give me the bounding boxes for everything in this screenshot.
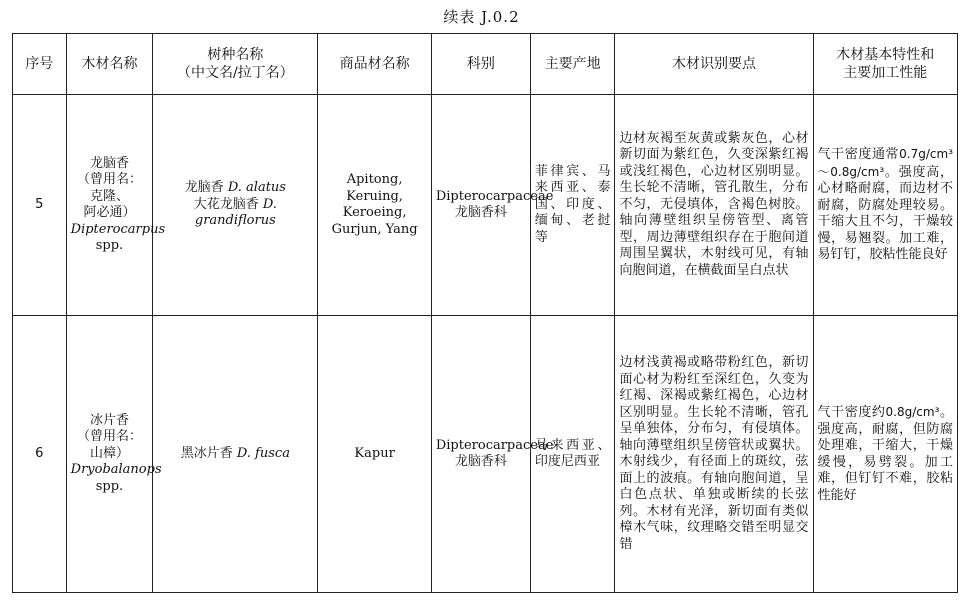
species-entry [157,197,313,230]
properties-text: 。强度高，心材略耐腐，而边材不耐腐，防腐处理较易。干缩大且不匀，干燥较慢，易翘裂。加工难，易钉钉，胶粘性能良好 [817,164,953,263]
wood-name-latin: Dipterocarpus [70,221,166,237]
species-latin: D. alatus [227,180,286,196]
id-points-cell: 边材灰褐至灰黄或紫灰色，心材新切面为紫红色，久变深紫红褐或浅红褐色，心边材区别明显。生长轮不清晰，管孔散生，分布不匀，无侵填体，含褐色树胶。轴向薄壁组织呈傍管型、离管型，周边薄壁组织存在于胞间道周围呈翼状，木射线可见，有轴向胞间道，在横截面呈白点状 [615,95,813,316]
wood-species-table [12,33,958,593]
id-points-cell: 边材浅黄褐或略带粉红色，新切面心材为粉红至深红色，久变为红褐、深褐或紫红褐色，心边材区别明显。生长轮不清晰，管孔呈单独体，分布匀，有侵填体。轴向薄壁组织呈傍管状或翼状。木射线少，有径面上的斑纹，弦面上的波痕。有轴向胞间道，呈白色点状、单独或断续的长弦列。木材有光泽，新切面有类似樟木气味，纹理略交错至明显交错 [615,316,813,593]
trade-name: Keruing, [346,188,403,204]
trade-name-cell [318,316,431,593]
table-caption: 续表 J.0.2 [443,8,520,26]
wood-name-line: 克隆、 [89,188,129,204]
wood-name-line: spp. [95,238,124,253]
header-row [13,34,958,95]
header-family: 科别 [431,34,530,95]
header-species-line1: 树种名称 [207,47,264,63]
trade-name-cell [318,95,431,316]
species-entry [157,446,313,463]
header-id-points: 木材识别要点 [615,34,813,95]
family-cn: 龙脑香科 [454,454,507,469]
wood-name-line: 冰片香 [89,412,129,428]
row-number: 6 [13,316,67,593]
family-latin: Dipterocarpaceae [435,188,554,204]
header-origin: 主要产地 [530,34,615,95]
species-entry [157,180,313,197]
species-latin: D. fusca [236,445,290,461]
family-latin: Dipterocarpaceae [435,437,554,453]
density-value: 0.7g/cm³～0.8g/cm³ [817,147,953,179]
origin-cell: 菲律宾、马来西亚、泰国、印度、缅甸、老挝等 [530,95,615,316]
species-cn: 龙脑香 [184,180,228,196]
trade-name: Keroeing, [342,205,407,220]
species-cn: 大花龙脑香 [193,196,263,212]
wood-name-cell [66,316,162,593]
header-properties-line2: 主要加工性能 [843,65,928,81]
species-cell [153,95,318,316]
wood-name-line: （曾用名： [76,429,142,445]
family-cell [431,316,554,593]
header-wood-name: 木材名称 [66,34,153,95]
wood-name-line: （曾用名： [76,172,142,187]
species-cn: 黑冰片香 [180,445,237,461]
wood-name-cell [66,95,166,316]
header-no: 序号 [13,34,67,95]
properties-cell [813,95,957,316]
row-number: 5 [13,95,67,316]
properties-text: 。强度高，耐腐，但防腐处理难，干缩大，干燥缓慢，易劈裂。加工难，但钉钉不难，胶粘性能好 [817,405,953,503]
header-species [153,34,318,95]
origin-cell: 马来西亚、印度尼西亚 [530,316,615,593]
table-row [13,316,958,593]
species-latin: D. grandiflorus [194,196,277,229]
table-row [13,95,958,316]
trade-name: Apitong, [346,172,403,187]
wood-name-latin: Dryobalanops [70,462,162,478]
density-value: 0.8g/cm³ [885,405,940,419]
species-cell [153,316,318,593]
trade-name: Kapur [354,445,395,461]
properties-cell [813,316,957,593]
properties-text: 气干密度约 [817,405,886,420]
wood-name-line: 山樟） [89,445,129,461]
header-species-line2: （中文名/拉丁名） [176,65,294,81]
family-cn: 龙脑香科 [454,205,507,220]
trade-name: Gurjun, Yang [331,221,418,237]
header-properties-line1: 木材基本特性和 [836,47,935,63]
wood-name-line: spp. [95,478,124,494]
wood-name-line: 阿必通） [83,205,136,220]
header-properties [813,34,957,95]
family-cell [431,95,554,316]
properties-text: 气干密度通常 [817,147,900,163]
wood-name-line: 龙脑香 [89,155,129,171]
header-trade-name: 商品材名称 [318,34,431,95]
